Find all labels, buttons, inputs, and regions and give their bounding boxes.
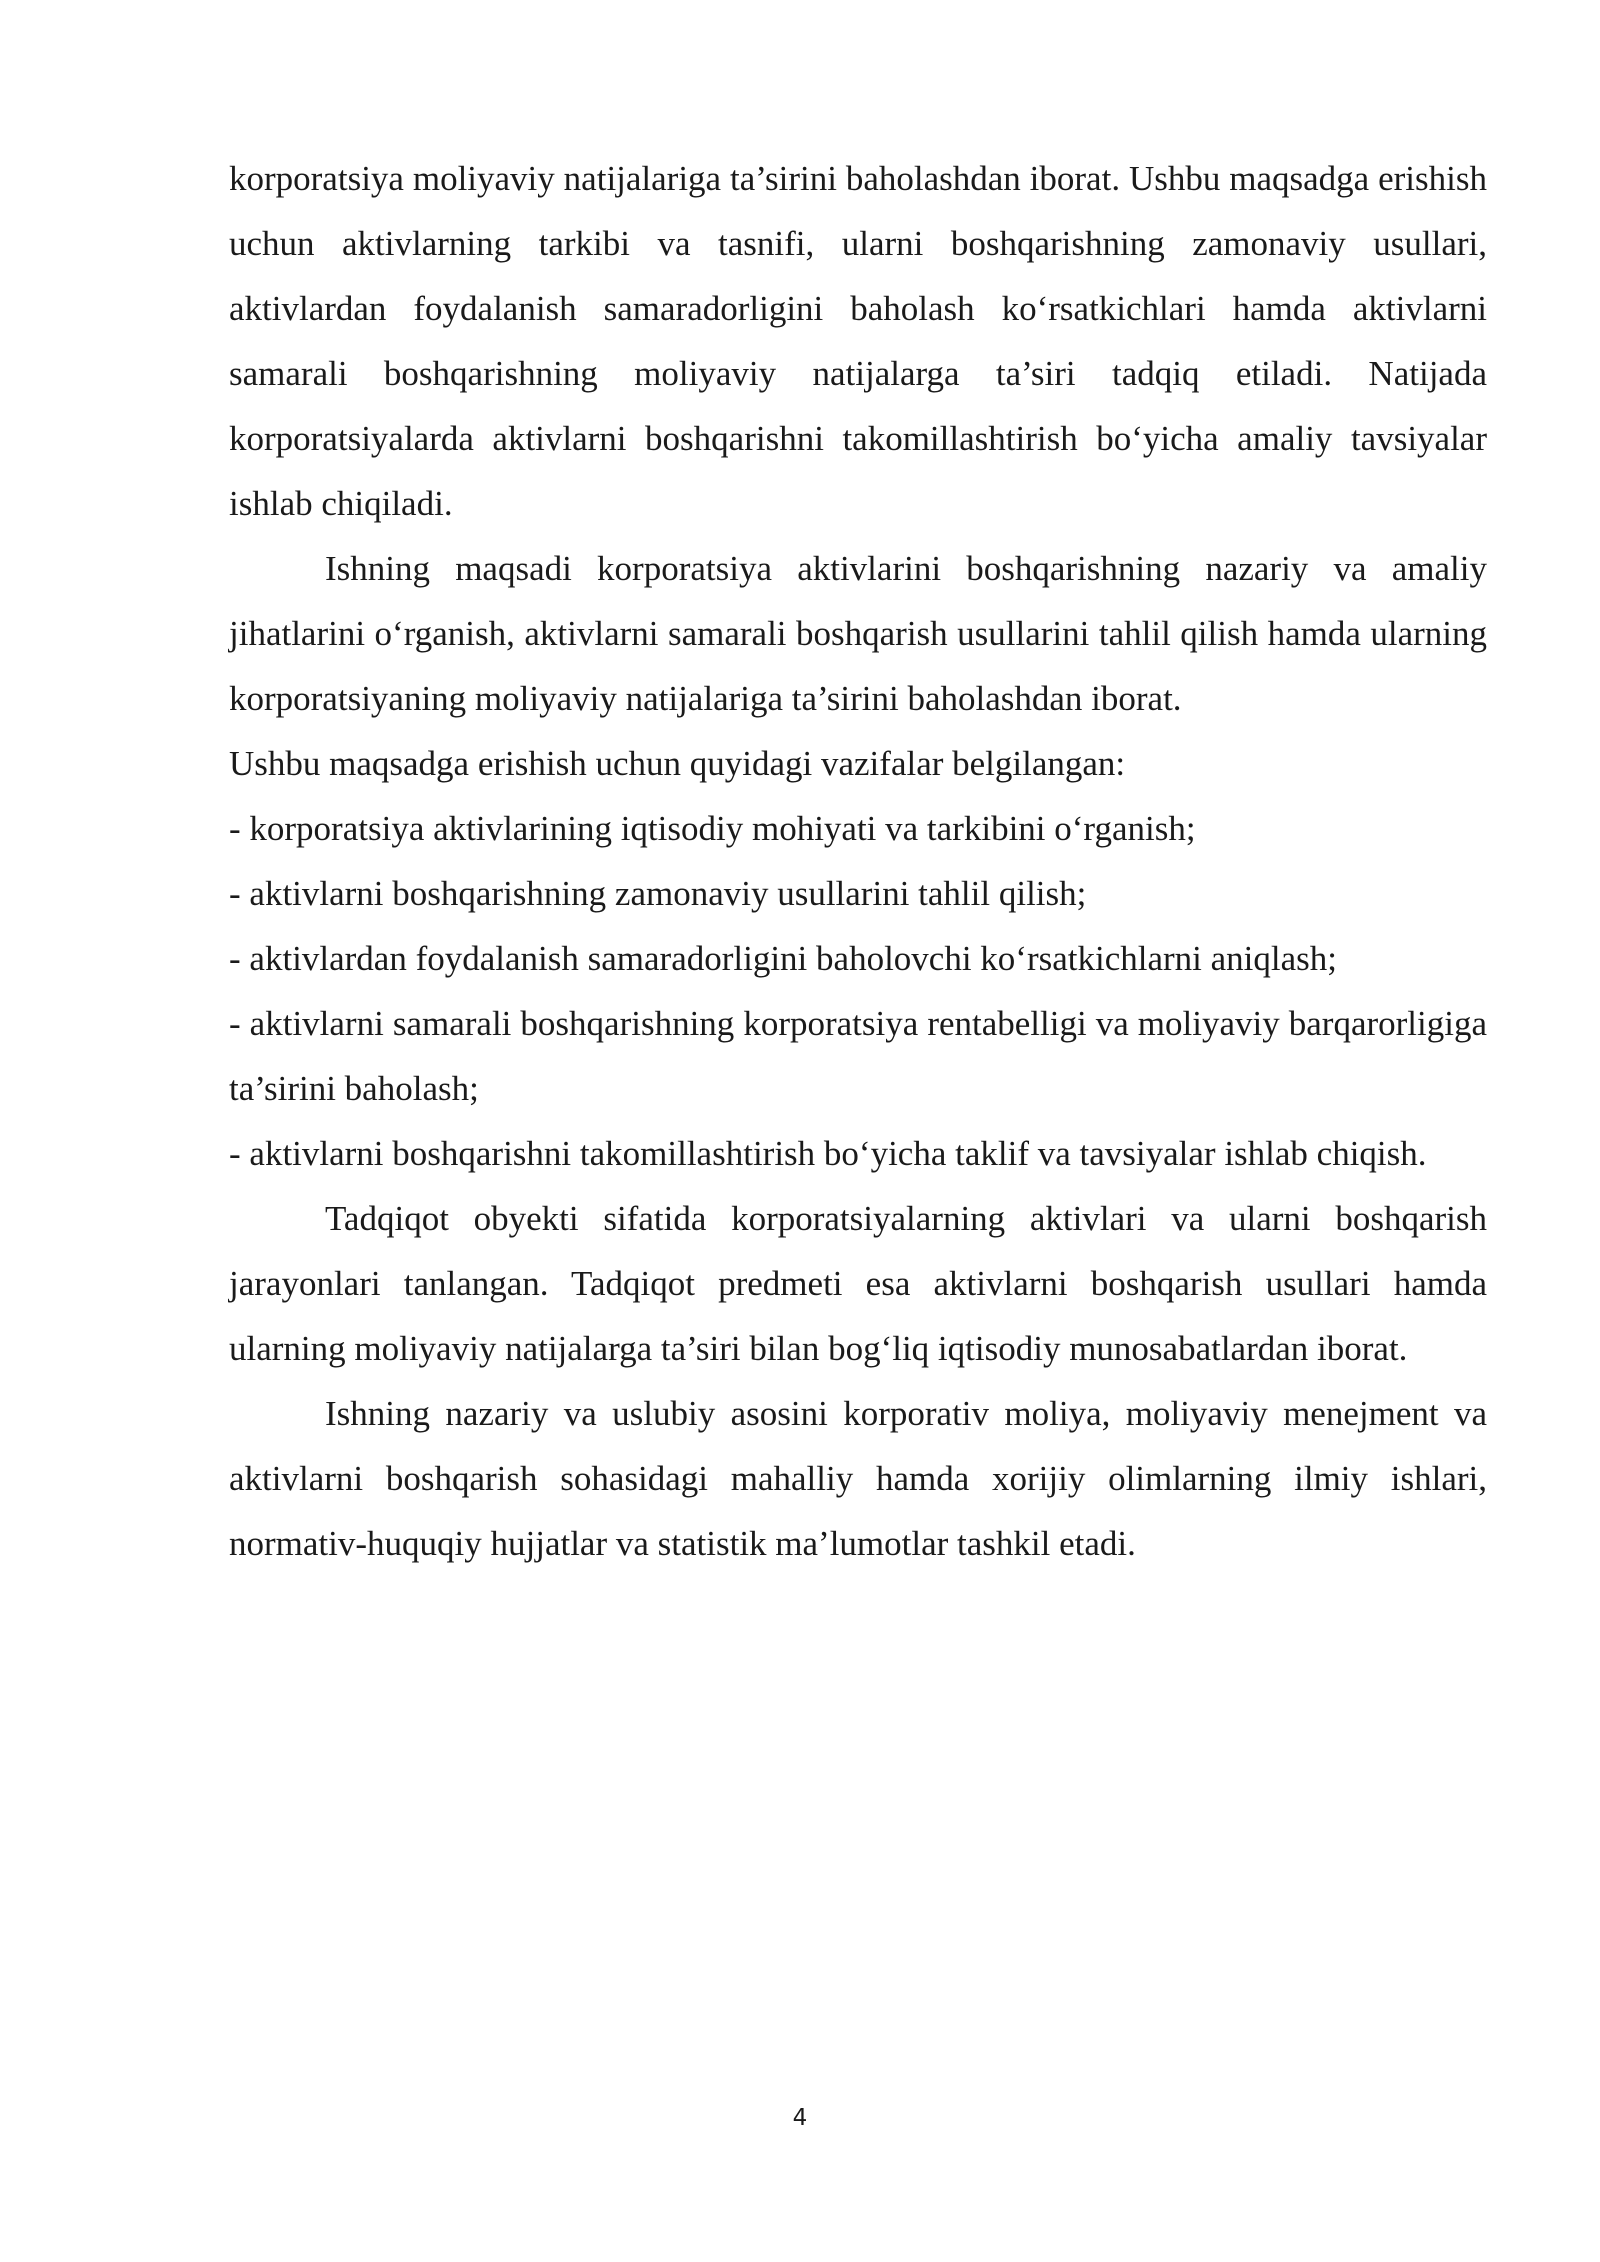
task-list-item: - aktivlardan foydalanish samaradorligini baholovchi ko‘rsatkichlarni aniqlash; bbox=[229, 939, 1338, 978]
task-list-item: - aktivlarni boshqarishning zamonaviy usullarini tahlil qilish; bbox=[229, 874, 1087, 913]
paragraph-goal: Ishning maqsadi korporatsiya aktivlarini boshqarishning nazariy va amaliy jihatlarini o‘rganish, aktivlarni samarali boshqarish usullarini tahlil qilish hamda ularning korporatsiyaning moliyaviy natijalariga ta’sirini baholashdan iborat. bbox=[229, 549, 1487, 718]
body-text bbox=[229, 146, 1487, 1576]
task-list-item: - aktivlarni boshqarishni takomillashtirish bo‘yicha taklif va tavsiyalar ishlab chiqish. bbox=[229, 1134, 1427, 1173]
task-list-item: - korporatsiya aktivlarining iqtisodiy mohiyati va tarkibini o‘rganish; bbox=[229, 809, 1196, 848]
paragraph-tasks-intro: Ushbu maqsadga erishish uchun quyidagi vazifalar belgilangan: bbox=[229, 744, 1126, 783]
paragraph-methodology: Ishning nazariy va uslubiy asosini korporativ moliya, moliyaviy menejment va aktivlarni boshqarish sohasidagi mahalliy hamda xorijiy olimlarning ilmiy ishlari, normativ-huquqiy hujjatlar va statistik ma’lumotlar tashkil etadi. bbox=[229, 1394, 1487, 1563]
paragraph-intro-continuation: korporatsiya moliyaviy natijalariga ta’sirini baholashdan iborat. Ushbu maqsadga erishish uchun aktivlarning tarkibi va tasnifi, ularni boshqarishning zamonaviy usullari, aktivlardan foydalanish samaradorligini baholash ko‘rsatkichlari hamda aktivlarni samarali boshqarishning moliyaviy natijalarga ta’siri tadqiq etiladi. Natijada korporatsiyalarda aktivlarni boshqarishni takomillashtirish bo‘yicha amaliy tavsiyalar ishlab chiqiladi. bbox=[229, 159, 1487, 523]
paragraph-research-object: Tadqiqot obyekti sifatida korporatsiyalarning aktivlari va ularni boshqarish jarayonlari tanlangan. Tadqiqot predmeti esa aktivlarni boshqarish usullari hamda ularning moliyaviy natijalarga ta’siri bilan bog‘liq iqtisodiy munosabatlardan iborat. bbox=[229, 1199, 1487, 1368]
task-list-item: - aktivlarni samarali boshqarishning korporatsiya rentabelligi va moliyaviy barqarorligiga ta’sirini baholash; bbox=[229, 1004, 1487, 1108]
page-number: 4 bbox=[792, 2105, 808, 2131]
